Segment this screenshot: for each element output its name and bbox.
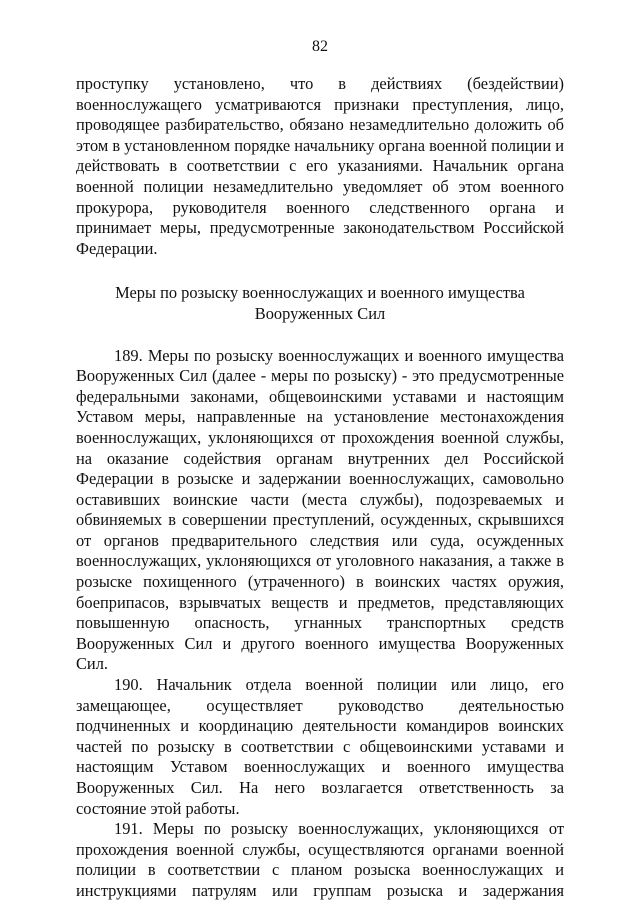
paragraph-190: 190. Начальник отдела военной полиции или лицо, его замещающее, осуществляет руководство деятельностью подчиненных и координацию деятельности командиров воинских частей по розыску в соответствии с общевоинскими уставами и настоящим Уставом военнослужащих и военного имущества Вооруженных Сил. На него возлагается ответственность за состояние этой работы.	[76, 675, 564, 818]
section-heading	[76, 283, 564, 324]
document-body	[76, 74, 564, 902]
page-number: 82	[312, 38, 328, 55]
section-heading-line-1: Меры по розыску военнослужащих и военного имущества	[115, 283, 525, 303]
intro-paragraph: проступку установлено, что в действиях (бездействии) военнослужащего усматриваются признаки преступления, лицо, проводящее разбирательство, обязано незамедлительно доложить об этом в установленном порядке начальнику органа военной полиции и действовать в соответствии с его указаниями. Начальник органа военной полиции незамедлительно уведомляет об этом военного прокурора, руководителя военного следственного органа и принимает меры, предусмотренные законодательством Российской Федерации.	[76, 74, 564, 258]
paragraph-191: 191. Меры по розыску военнослужащих, уклоняющихся от прохождения военной службы, осуществляются органами военной полиции в соответствии с планом розыска военнослужащих и инструкциями патрулям или группам розыска и задержания	[76, 819, 564, 900]
section-heading-line-2: Вооруженных Сил	[254, 303, 386, 323]
paragraph-189: 189. Меры по розыску военнослужащих и военного имущества Вооруженных Сил (далее - меры по розыску) - это предусмотренные федеральными законами, общевоинскими уставами и настоящим Уставом меры, направленные на установление местонахождения военнослужащих, уклоняющихся от прохождения военной службы, на оказание содействия органам внутренних дел Российской Федерации в розыске и задержании военнослужащих, самовольно оставивших воинские части (места службы), подозреваемых и обвиняемых в совершении преступлений, осужденных, скрывшихся от органов предварительного следствия или суда, осужденных военнослужащих, уклоняющихся от уголовного наказания, а также в розыске похищенного (утраченного) в воинских частях оружия, боеприпасов, взрывчатых веществ и предметов, представляющих повышенную опасность, угнанных транспортных средств Вооруженных Сил и другого военного имущества Вооруженных Сил.	[76, 345, 564, 674]
